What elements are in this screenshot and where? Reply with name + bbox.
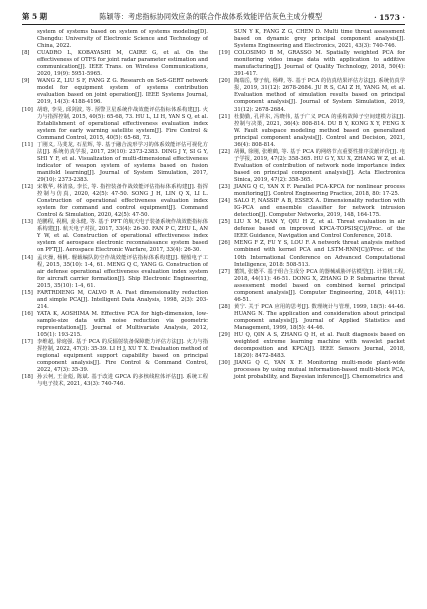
reference-number: [30]: [219, 360, 230, 367]
reference-text: HU Q, QIN A S, ZHANG Q H, et al. Fault diagnosis based on weighted extreme learning machine with wavelet packet decomposition and KPCA[J]. IEEE Sensors Journal, 2018, 18(20): 8472-8483.: [234, 332, 405, 360]
running-header: [22, 8, 405, 22]
reference-number: [20]: [219, 78, 230, 85]
reference-number: [8]: [22, 50, 30, 57]
reference-text: YATA K, AOSHIMA M. Effective PCA for high-dimension, low-sample-size data with noise reduction via geometric representations[J]. Journal of Multivariate Analysis, 2012, 105(1): 193-215.: [37, 310, 208, 339]
reference-text: SUN Y K, FANG Z G, CHEN D. Multi time threat assessment based on dynamic grey principal component analysis[J]. Systems Engineering and Electronics, 2021, 43(3): 740-746.: [234, 29, 405, 50]
reference-text: 胡佩, 徐刚, 张维鹤, 等. 基于 PCA 的网络节点重要性排序贡献评价[J]. 电子学报, 2019, 47(2): 358-365. HU G Y, XU X, ZHANG W Z, et al. Evaluation of contribution of network node importance index based on principal component analysis[J]. Acta Electronica Sinica, 2019, 47(2): 358-365.: [234, 148, 405, 183]
reference-number: [26]: [219, 240, 230, 247]
reference-entry: [22, 219, 208, 254]
reference-number: [10]: [22, 106, 33, 113]
reference-entry: [22, 50, 208, 78]
reference-entry: [22, 107, 208, 142]
header-rule: [22, 24, 405, 25]
reference-text: 宋敬华, 林清泉, 李长, 等. 指控装备作战效能评估指标体系构建[J]. 指挥控制与仿真, 2020, 42(5): 47-50. SONG J H, LIN Q X, LI L. Construction of operational effectiveness evaluation index system for command and control equipment[J]. Command Control & Simulation, 2020, 42(5): 47-50.: [37, 184, 208, 219]
reference-text: 董凯, 张德平. 基于组合主成分 PCA 的器械威胁评估模型[J]. 计算机工程, 2018, 44(11): 46-51. DONG X, ZHANG D P. Submarine threat assessment model based on combined kernel principal component analysis[J]. Computer Engineering, 2018, 44(11): 46-51.: [234, 268, 405, 303]
reference-number: [14]: [22, 254, 33, 261]
right-column: [219, 29, 405, 603]
reference-entry: [219, 184, 405, 198]
reference-number: [19]: [219, 50, 230, 57]
reference-continuation: system of systems based on system of systems modeling[D]. Chengdu: University of Electronic Science and Technology of China, 2022.: [37, 29, 208, 50]
reference-text: 胡晗, 李昊, 邱剑波, 等. 预警卫星系统作战效能评估指标体系构建[J]. 火力与指挥控制, 2015, 40(5): 65-68, 73. HU L, LI H, YAN S Q, et al. Establishment of operational effectiveness evaluation index system for early warning satellite system[J]. Fire Control & Command Control, 2015, 40(5): 65-68, 73.: [37, 106, 208, 141]
reference-entry: [219, 29, 405, 50]
reference-number: [12]: [22, 184, 33, 191]
reference-text: 范鹏程, 祝桐, 姜永健, 等. 基于 PFT 的航天电子装备系统作战效能指标体系构建[J]. 航天电子对抗, 2017, 33(4): 26-30. FAN P C, ZHU L, AN Y W, et al. Construction of operational effectiveness index system of aerospace electronic reconnaissance system based on PFT[J]. Aerospace Electronic Warfare, 2017, 33(4): 26-30.: [37, 219, 208, 254]
reference-text: SALO F, NASSIF A B, ESSEX A. Dimensionality reduction with IG-PCA and ensemble classifier for network intrusion detection[J]. Computer Networks, 2019, 148, 164-175.: [234, 198, 405, 219]
reference-number: [28]: [219, 303, 230, 310]
reference-number: [25]: [219, 219, 230, 226]
reference-text: 丁刚义, 马斐龙, 石星辉, 等. 基于融合流形学习的体系效能评估可视化方法[J]. 系统仿真学报, 2017, 29(10): 2373-2383. DING J Y, SI G Y, SHI Y F, et al. Visualization of multi-dimensional effectiveness indicator of weapon system of systems based on fusion manifold learning[J]. Journal of System Simulation, 2017, 29(10): 2373-2383.: [37, 141, 208, 183]
reference-entry: [22, 374, 208, 388]
reference-text: 孙云柯, 王金彪, 陈斌. 基于改进 GPCA 的多核线粒体评估[J]. 系统工程与电子技术, 2021, 43(3): 740-746.: [37, 374, 208, 388]
reference-number: [13]: [22, 219, 33, 226]
reference-number: [23]: [219, 184, 230, 191]
page-number: · 1573 ·: [374, 13, 405, 22]
reference-number: [15]: [22, 289, 33, 296]
reference-text: 李维超, 徐庭强. 基于 PCA 的反辐射装备保障能力评估方法[J]. 火力与指挥控制, 2022, 47(3): 35-39. LI H J, XU T X. Evaluation method of regional equipment support capability based on principal component analysis[J]. Fire Control & Command Control, 2022, 47(3): 35-39.: [37, 339, 208, 374]
reference-text: 黄宁. 关于 PCA 应用的思考[J]. 数理统计与管理, 1999, 18(5): 44-46. HUANG N. The application and consideration about principal component analysis[J]. Journal of Applied Statistics and Management, 1999, 18(5): 44-46.: [234, 303, 405, 331]
reference-number: [27]: [219, 268, 230, 275]
reference-entry: [219, 149, 405, 184]
reference-text: JIANG Q C, YAN X F. Monitoring multi-mode plant-wide processes by using mutual information-based multi-block PCA, joint probability, and Bayesian inference[J]. Chemometrics and: [234, 360, 405, 381]
reference-entry: [219, 304, 405, 332]
reference-entry: [22, 184, 208, 219]
reference-text: LIU X M, HAN Y, QIU H Z, et al. Threat evaluation in air defense based on improved KPCA-TOPSIS[C]//Proc. of the IEEE Guidance, Navigation and Control Conference, 2018.: [234, 219, 405, 240]
reference-number: [219, 29, 234, 50]
reference-text: MENG F Z, FU Y S, LOU F. A network threat analysis method combined with kernel PCA and LSTM-RNN[C]//Proc. of the 10th International Conference on Advanced Computational Intelligence, 2018: 508-513.: [234, 240, 405, 268]
reference-entry: [219, 360, 405, 381]
reference-columns: [22, 29, 405, 603]
reference-entry: [22, 78, 208, 106]
reference-text: CUADRO L, KOBAYASHI M, CAIRE G, et al. On the effectiveness of OTFS for joint radar parameter estimation and communication[J]. IEEE Trans. on Wireless Communications, 2020, 19(9): 5951-5965.: [37, 50, 208, 78]
reference-entry: [219, 78, 405, 113]
reference-entry: [219, 219, 405, 240]
reference-number: [21]: [219, 113, 230, 120]
left-column: [22, 29, 208, 603]
reference-number: [22]: [219, 148, 230, 155]
reference-number: [24]: [219, 198, 230, 205]
reference-text: 陶瑞岳, 黎子航, 杨峰, 等. 基于 PCA 的仿真结果评估方法[J]. 系统仿真学报, 2019, 31(12): 2678-2684. JU R S, CAI Z H, YANG M, et al. Evaluation method of simulation results based on principal component analysis[J]. Journal of System Simulation, 2019, 31(12): 2678-2684.: [234, 78, 405, 113]
reference-text: 杜勤勤, 孔祥东, 冯晓伟, 基于广义 PCA 的重构故障子空间建模方法[J]. 控制与决策, 2021, 36(4): 808-814. DU B Y, KONG X Y, FENG X W. Fault subspace modeling method based on generalized principal component analysis[J]. Control and Decision, 2021, 36(4): 808-814.: [234, 113, 405, 148]
reference-number: [17]: [22, 339, 33, 346]
reference-entry: [219, 198, 405, 219]
issue-number: 第 5 期: [22, 12, 48, 21]
reference-entry: [22, 142, 208, 184]
reference-text: FARTRDIENG M, CALVO R A. Fast dimensionality reduction and simple PCA[J]. Intelligent Data Analysis, 1998, 2(3): 203-214.: [37, 289, 208, 310]
reference-entry: [22, 255, 208, 290]
reference-entry: [22, 339, 208, 374]
reference-text: JIANG Q C, YAN X F. Parallel PCA-KPCA for nonlinear process monitoring[J]. Control Engineering Practice, 2018, 80: 17-25.: [234, 184, 405, 198]
reference-entry: [219, 269, 405, 304]
reference-number: [11]: [22, 141, 33, 148]
reference-entry: [22, 311, 208, 339]
reference-text: WANG Z, LIU S F, FANG Z G. Research on SoS-GERT network model for equipment system of systems contribution evaluation based on joint operation[J]. IEEE Systems Journal, 2019, 14(3): 4188-4196.: [37, 78, 208, 106]
reference-entry: [22, 290, 208, 311]
reference-text: 孟庆操, 杨帆. 舰载编队防空作战效能评估指标体系构建[J]. 舰船电子工程, 2015, 35(10): 1-4, 61. MENG Q C, YANG G. Construction of air defense operational effectiveness evaluation index system for aircraft carrier formation[J]. Ship Electronic Engineering, 2015, 35(10): 1-4, 61.: [37, 254, 208, 289]
reference-number: [29]: [219, 332, 230, 339]
reference-entry: [219, 240, 405, 268]
reference-text: COLOSIMO B M, GRASSO M. Spatially weighted PCA for monitoring video image data with application to additive manufacturing[J]. Journal of Quality Technology, 2018, 50(4): 391-417.: [234, 50, 405, 78]
reference-entry: [219, 332, 405, 360]
running-title: 陈颖等：考虑指标协同效应条的联合作战体系效能评估灰色主成分模型: [99, 12, 323, 21]
reference-number: [18]: [22, 374, 33, 381]
reference-entry: [219, 50, 405, 78]
reference-number: [16]: [22, 310, 33, 317]
reference-entry: [219, 114, 405, 149]
reference-number: [9]: [22, 78, 30, 85]
